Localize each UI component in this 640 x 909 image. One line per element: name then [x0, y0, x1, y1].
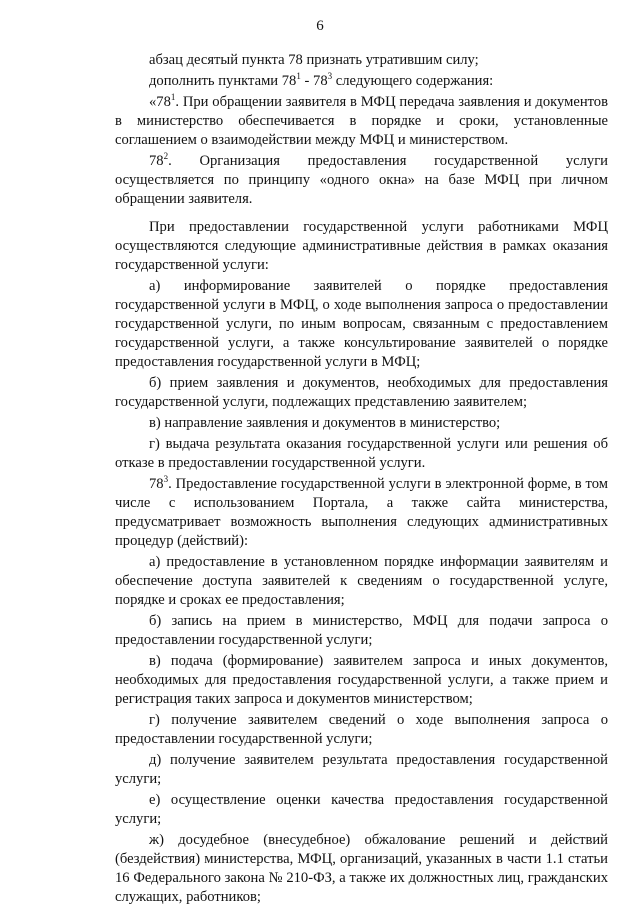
superscript-index: 1 [296, 71, 301, 82]
paragraph-text: - 78 [300, 73, 328, 89]
paragraph [115, 93, 608, 150]
paragraph [115, 751, 608, 789]
superscript-index: 3 [163, 474, 169, 485]
paragraph [115, 612, 608, 650]
paragraph-text: б) прием заявления и документов, необходимых для предоставления государственной услуги, подлежащих представлению заявителем; [115, 375, 608, 410]
paragraph-text: в) направление заявления и документов в министерство; [149, 415, 501, 431]
paragraph [115, 652, 608, 709]
superscript-index: 2 [163, 151, 169, 162]
paragraph [115, 414, 608, 433]
paragraph-text: е) осуществление оценки качества предоставления государственной услуги; [115, 792, 608, 827]
paragraph [115, 277, 608, 372]
paragraph-text: . Организация предоставления государственной услуги осуществляется по принципу «одного окна» на базе МФЦ при личном обращении заявителя. [115, 153, 608, 207]
paragraph-text: б) запись на прием в министерство, МФЦ для подачи запроса о предоставлении государственной услуги; [115, 613, 608, 648]
paragraph-text: 78 [149, 476, 164, 492]
paragraph-text: дополнить пунктами 78 [149, 73, 297, 89]
paragraph-text: в) подача (формирование) заявителем запроса и иных документов, необходимых для предоставления государственной услуги, а также прием и регистрация таких запроса и документов министерством; [115, 653, 608, 707]
paragraph-text: следующего содержания: [332, 73, 494, 89]
paragraph [115, 218, 608, 275]
paragraph-text: «78 [149, 94, 171, 110]
page-number: 6 [316, 18, 324, 34]
paragraph [115, 72, 608, 91]
paragraph [115, 791, 608, 829]
document-body [115, 51, 608, 909]
paragraph-text: абзац десятый пункта 78 признать утратившим силу; [149, 52, 479, 68]
paragraph [115, 51, 608, 70]
paragraph [115, 152, 608, 209]
superscript-index: 3 [327, 71, 333, 82]
paragraph-text: ж) досудебное (внесудебное) обжалование решений и действий (бездействия) министерства, МФЦ, организаций, указанных в части 1.1 статьи 16 Федерального закона № 210-ФЗ, а также их должностных лиц, гражданских служащих, работников; [115, 832, 608, 905]
paragraph-text: а) информирование заявителей о порядке предоставления государственной услуги в МФЦ, о ходе выполнения запроса о предоставлении государственной услуги, по иным вопросам, связанным с предоставлением государственной услуги, а также консультирование заявителей о порядке предоставления государственной услуги в МФЦ; [115, 278, 608, 370]
paragraph-text: При предоставлении государственной услуги работниками МФЦ осуществляются следующие административные действия в рамках оказания государственной услуги: [115, 219, 608, 273]
paragraph-text: . Предоставление государственной услуги в электронной форме, в том числе с использованием Портала, а также сайта министерства, предусматривает возможность выполнения следующих административных процедур (действий): [115, 476, 608, 549]
paragraph-text: д) получение заявителем результата предоставления государственной услуги; [115, 752, 608, 787]
paragraph [115, 831, 608, 907]
paragraph [115, 475, 608, 551]
paragraph [115, 711, 608, 749]
paragraph-text: . При обращении заявителя в МФЦ передача заявления и документов в министерство обеспечивается в порядке и сроки, установленные соглашением о взаимодействии между МФЦ и министерством. [115, 94, 608, 148]
paragraph-text: 78 [149, 153, 164, 169]
paragraph-text: а) предоставление в установленном порядке информации заявителям и обеспечение доступа заявителей к сведениям о государственной услуге, порядке и сроках ее предоставления; [115, 554, 608, 608]
superscript-index: 1 [170, 92, 176, 103]
paragraph-text: г) получение заявителем сведений о ходе выполнения запроса о предоставлении государственной услуги; [115, 712, 608, 747]
paragraph [115, 374, 608, 412]
paragraph [115, 435, 608, 473]
paragraph-text: г) выдача результата оказания государственной услуги или решения об отказе в предоставлении государственной услуги. [115, 436, 608, 471]
paragraph [115, 553, 608, 610]
